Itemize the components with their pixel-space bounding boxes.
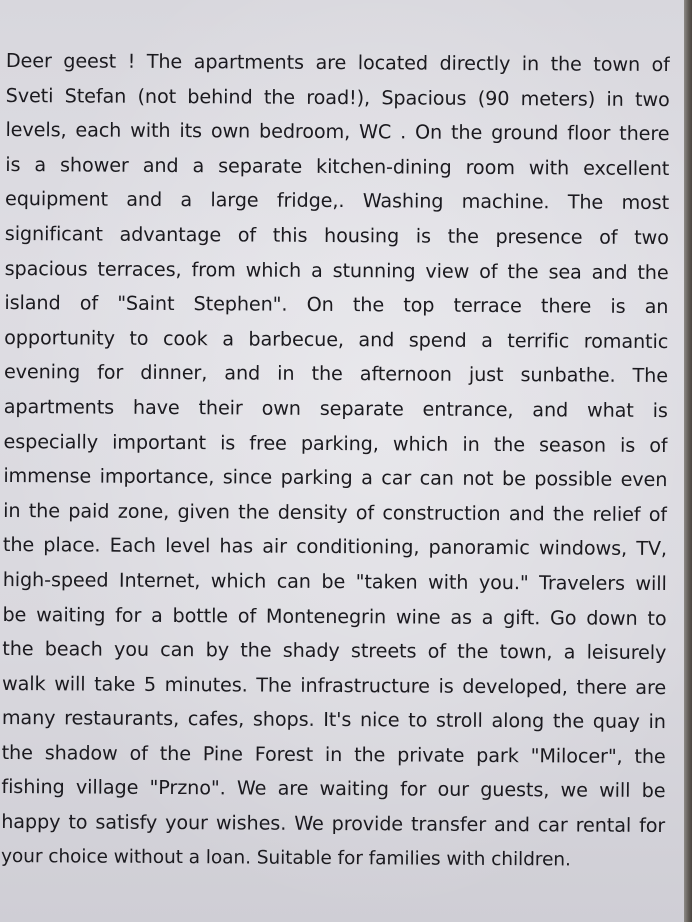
text-line: the place. Each level has air conditioning, panoramic windows, TV, [2, 533, 667, 561]
text-line: evening for dinner, and in the afternoon just sunbathe. The [3, 360, 669, 388]
text-line: immense importance, since parking a car can not be possible even [3, 464, 668, 492]
text-line: especially important is free parking, which in the season is of [3, 429, 668, 457]
text-line: many restaurants, cafes, shops. It's nice to stroll along the quay in [1, 706, 666, 734]
text-line: significant advantage of this housing is the presence of two [4, 221, 669, 250]
text-line: happy to satisfy your wishes. We provide transfer and car rental for [1, 810, 666, 838]
text-line: spacious terraces, from which a stunning view of the sea and the [4, 256, 669, 284]
text-line: fishing village "Przno". We are waiting for our guests, we will be [1, 775, 666, 803]
text-line: the beach you can by the shady streets of the town, a leisurely [2, 637, 667, 665]
text-line: apartments have their own separate entrance, and what is [3, 394, 668, 422]
description-text [1, 44, 670, 878]
text-line: Sveti Stefan (not behind the road!), Spacious (90 meters) in two [5, 83, 670, 111]
text-line: high-speed Internet, which can be "taken with you." Travelers will [2, 567, 667, 595]
text-line: is a shower and a separate kitchen-dining room with excellent [5, 152, 670, 180]
text-line: equipment and a large fridge,. Washing machine. The most [4, 187, 670, 215]
table-edge [684, 0, 692, 922]
text-line: Deer geest ! The apartments are located directly in the town of [5, 48, 670, 77]
text-line: island of "Saint Stephen". On the top terrace there is an [4, 291, 669, 319]
text-line: your choice without a loan. Suitable for families with children. [0, 845, 571, 871]
text-line: opportunity to cook a barbecue, and spend a terrific romantic [4, 325, 669, 353]
text-line: be waiting for a bottle of Montenegrin wine as a gift. Go down to [2, 602, 667, 630]
text-line: in the paid zone, given the density of construction and the relief of [3, 498, 668, 526]
text-line: levels, each with its own bedroom, WC . On the ground floor there [5, 118, 670, 146]
text-line: the shadow of the Pine Forest in the private park "Milocer", the [1, 740, 666, 768]
text-line: walk will take 5 minutes. The infrastructure is developed, there are [2, 671, 667, 699]
